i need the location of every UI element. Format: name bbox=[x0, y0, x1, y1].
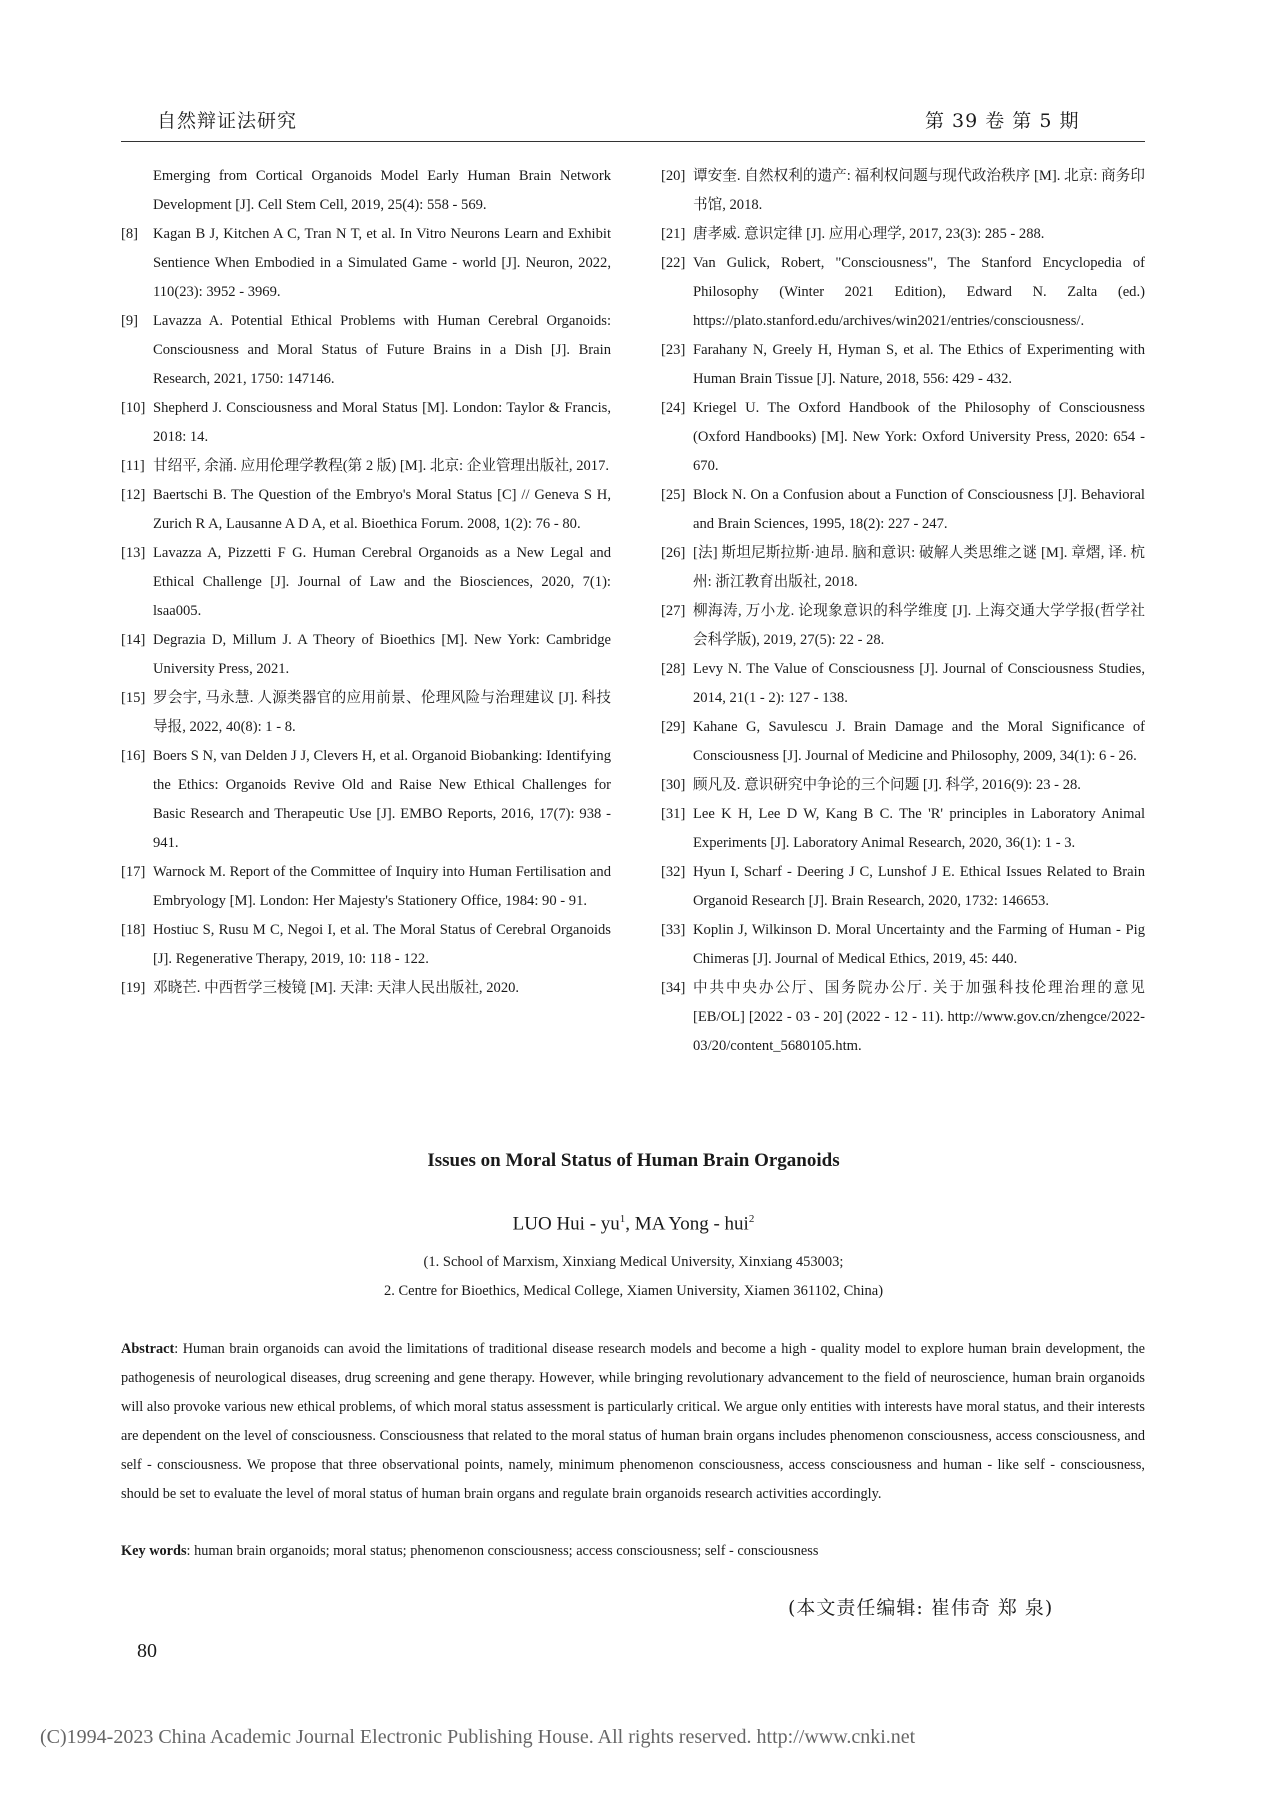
editor-note: (本文责任编辑: 崔伟奇 郑 泉) bbox=[788, 1597, 1054, 1619]
reference-text: Van Gulick, Robert, "Consciousness", The Stanford Encyclopedia of Philosophy (Winter 2021 Edition), Edward N. Zalta (ed.) https://plato.stanford.edu/archives/win2021/entries/consciousness/. bbox=[693, 255, 1145, 329]
reference-text: Emerging from Cortical Organoids Model Early Human Brain Network Development [J]. Cell Stem Cell, 2019, 25(4): 558 - 569. bbox=[153, 168, 611, 213]
author-2-affil: 2 bbox=[748, 1213, 755, 1225]
references-right-column bbox=[661, 162, 1145, 1061]
author-separator: , bbox=[625, 1213, 635, 1235]
reference-text: 罗会宇, 马永慧. 人源类器官的应用前景、伦理风险与治理建议 [J]. 科技导报, 2022, 40(8): 1 - 8. bbox=[153, 690, 611, 735]
reference-item bbox=[661, 655, 1145, 713]
reference-number: [10] bbox=[121, 400, 146, 416]
reference-number: [13] bbox=[121, 545, 146, 561]
reference-number: [33] bbox=[661, 922, 686, 938]
reference-number: [28] bbox=[661, 661, 686, 677]
abstract bbox=[121, 1335, 1145, 1509]
reference-number: [19] bbox=[121, 980, 146, 996]
header-rule bbox=[121, 141, 1145, 142]
reference-item bbox=[121, 974, 611, 1003]
reference-item bbox=[661, 771, 1145, 800]
author-2: MA Yong - hui bbox=[634, 1213, 749, 1235]
reference-text: 邓晓芒. 中西哲学三棱镜 [M]. 天津: 天津人民出版社, 2020. bbox=[153, 980, 520, 996]
reference-number: [17] bbox=[121, 864, 146, 880]
reference-item bbox=[661, 220, 1145, 249]
reference-number: [9] bbox=[121, 313, 139, 329]
reference-item bbox=[121, 858, 611, 916]
reference-number: [34] bbox=[661, 980, 686, 996]
reference-number: [12] bbox=[121, 487, 146, 503]
reference-item bbox=[661, 916, 1145, 974]
issue-label: 第 39 卷 第 5 期 bbox=[925, 110, 1080, 132]
reference-text: Lee K H, Lee D W, Kang B C. The 'R' principles in Laboratory Animal Experiments [J]. Laboratory Animal Research, 2020, 36(1): 1 - 3. bbox=[693, 806, 1145, 851]
abstract-text: : Human brain organoids can avoid the limitations of traditional disease research models and become a high - quality model to explore human brain development, the pathogenesis of neurological diseases, drug screening and gene therapy. However, while bringing revolutionary advancement to the field of neuroscience, human brain organoids will also provoke various new ethical problems, of which moral status assessment is particularly critical. We argue only entities with interests have moral status, and their interests are dependent on the level of consciousness. Consciousness that related to the moral status of human brain organs includes phenomenon consciousness, access consciousness, and self - consciousness. We propose that three observational points, namely, minimum phenomenon consciousness, access consciousness and human - like self - consciousness, should be set to evaluate the level of moral status of human brain organs and regulate brain organoids research activities accordingly. bbox=[121, 1341, 1145, 1502]
references-left-column bbox=[121, 162, 611, 1003]
reference-item bbox=[121, 220, 611, 307]
reference-text: Block N. On a Confusion about a Function of Consciousness [J]. Behavioral and Brain Sciences, 1995, 18(2): 227 - 247. bbox=[693, 487, 1145, 532]
reference-text: Shepherd J. Consciousness and Moral Status [M]. London: Taylor & Francis, 2018: 14. bbox=[153, 400, 611, 445]
affiliation-2: 2. Centre for Bioethics, Medical College, Xiamen University, Xiamen 361102, China) bbox=[383, 1283, 884, 1299]
reference-item bbox=[661, 336, 1145, 394]
reference-text: Levy N. The Value of Consciousness [J]. Journal of Consciousness Studies, 2014, 21(1 - 2): 127 - 138. bbox=[693, 661, 1145, 706]
reference-number: [21] bbox=[661, 226, 686, 242]
reference-text: Kagan B J, Kitchen A C, Tran N T, et al. In Vitro Neurons Learn and Exhibit Sentience When Embodied in a Simulated Game - world [J]. Neuron, 2022, 110(23): 3952 - 3969. bbox=[153, 226, 611, 300]
reference-item bbox=[661, 858, 1145, 916]
author-1-affil: 1 bbox=[619, 1213, 626, 1225]
reference-number: [29] bbox=[661, 719, 686, 735]
reference-text: Kriegel U. The Oxford Handbook of the Philosophy of Consciousness (Oxford Handbooks) [M]. New York: Oxford University Press, 2020: 654 - 670. bbox=[693, 400, 1145, 474]
reference-number: [14] bbox=[121, 632, 146, 648]
reference-text: Lavazza A, Pizzetti F G. Human Cerebral Organoids as a New Legal and Ethical Challenge [J]. Journal of Law and the Biosciences, 2020, 7(1): lsaa005. bbox=[153, 545, 611, 619]
journal-name: 自然辩证法研究 bbox=[157, 110, 298, 132]
reference-item bbox=[661, 249, 1145, 336]
reference-item bbox=[661, 162, 1145, 220]
reference-number: [25] bbox=[661, 487, 686, 503]
reference-number: [27] bbox=[661, 603, 686, 619]
reference-number: [16] bbox=[121, 748, 146, 764]
reference-item bbox=[121, 742, 611, 858]
reference-text: Farahany N, Greely H, Hyman S, et al. The Ethics of Experimenting with Human Brain Tissue [J]. Nature, 2018, 556: 429 - 432. bbox=[693, 342, 1145, 387]
reference-text: 甘绍平, 余涌. 应用伦理学教程(第 2 版) [M]. 北京: 企业管理出版社, 2017. bbox=[153, 458, 610, 474]
reference-number: [30] bbox=[661, 777, 686, 793]
reference-text: Warnock M. Report of the Committee of Inquiry into Human Fertilisation and Embryology [M]. London: Her Majesty's Stationery Office, 1984: 90 - 91. bbox=[153, 864, 611, 909]
reference-number: [24] bbox=[661, 400, 686, 416]
reference-text: Koplin J, Wilkinson D. Moral Uncertainty and the Farming of Human - Pig Chimeras [J]. Journal of Medical Ethics, 2019, 45: 440. bbox=[693, 922, 1145, 967]
reference-item bbox=[121, 394, 611, 452]
reference-item bbox=[121, 307, 611, 394]
page-number: 80 bbox=[137, 1640, 157, 1662]
reference-text: Boers S N, van Delden J J, Clevers H, et al. Organoid Biobanking: Identifying the Ethics: Organoids Revive Old and Raise New Ethical Challenges for Basic Research and Therapeutic Use [J]. EMBO Reports, 2016, 17(7): 938 - 941. bbox=[153, 748, 611, 851]
reference-number: [18] bbox=[121, 922, 146, 938]
reference-number: [20] bbox=[661, 168, 686, 184]
reference-item bbox=[661, 481, 1145, 539]
reference-item bbox=[121, 916, 611, 974]
reference-item bbox=[121, 684, 611, 742]
reference-number: [23] bbox=[661, 342, 686, 358]
reference-number: [11] bbox=[121, 458, 145, 474]
keywords-text: : human brain organoids; moral status; phenomenon consciousness; access consciousness; self - consciousness bbox=[186, 1543, 819, 1559]
reference-text: Kahane G, Savulescu J. Brain Damage and the Moral Significance of Consciousness [J]. Journal of Medicine and Philosophy, 2009, 34(1): 6 - 26. bbox=[693, 719, 1145, 764]
abstract-label: Abstract bbox=[121, 1341, 175, 1357]
reference-item bbox=[121, 162, 611, 220]
reference-item bbox=[121, 539, 611, 626]
reference-item bbox=[121, 452, 611, 481]
reference-item bbox=[661, 800, 1145, 858]
reference-text: 顾凡及. 意识研究中争论的三个问题 [J]. 科学, 2016(9): 23 - 28. bbox=[693, 777, 1081, 793]
reference-number: [31] bbox=[661, 806, 686, 822]
reference-item bbox=[661, 713, 1145, 771]
reference-item bbox=[661, 974, 1145, 1061]
reference-text: Lavazza A. Potential Ethical Problems with Human Cerebral Organoids: Consciousness and Moral Status of Future Brains in a Dish [J]. Brain Research, 2021, 1750: 147146. bbox=[153, 313, 611, 387]
reference-number: [32] bbox=[661, 864, 686, 880]
reference-text: [法] 斯坦尼斯拉斯·迪昂. 脑和意识: 破解人类思维之谜 [M]. 章熠, 译. 杭州: 浙江教育出版社, 2018. bbox=[693, 545, 1145, 590]
reference-text: Degrazia D, Millum J. A Theory of Bioethics [M]. New York: Cambridge University Press, 2021. bbox=[153, 632, 611, 677]
keywords-label: Key words bbox=[121, 1543, 187, 1559]
reference-item bbox=[121, 626, 611, 684]
keywords bbox=[121, 1537, 1145, 1566]
reference-item bbox=[661, 394, 1145, 481]
reference-text: 唐孝威. 意识定律 [J]. 应用心理学, 2017, 23(3): 285 - 288. bbox=[693, 226, 1045, 242]
reference-text: Hostiuc S, Rusu M C, Negoi I, et al. The Moral Status of Cerebral Organoids [J]. Regenerative Therapy, 2019, 10: 118 - 122. bbox=[153, 922, 611, 967]
reference-number: [8] bbox=[121, 226, 139, 242]
reference-item bbox=[661, 539, 1145, 597]
reference-item bbox=[121, 481, 611, 539]
reference-text: 中共中央办公厅、国务院办公厅. 关于加强科技伦理治理的意见 [EB/OL] [2022 - 03 - 20] (2022 - 12 - 11). http://www.gov.cn/zhengce/2022-03/20/content_5680105.htm. bbox=[693, 980, 1145, 1054]
reference-text: Baertschi B. The Question of the Embryo's Moral Status [C] // Geneva S H, Zurich R A, Lausanne A D A, et al. Bioethica Forum. 2008, 1(2): 76 - 80. bbox=[153, 487, 611, 532]
reference-text: 谭安奎. 自然权利的遗产: 福利权问题与现代政治秩序 [M]. 北京: 商务印书馆, 2018. bbox=[693, 168, 1145, 213]
copyright-footer: (C)1994-2023 China Academic Journal Electronic Publishing House. All rights reserved. http://www.cnki.net bbox=[40, 1726, 916, 1748]
english-title: Issues on Moral Status of Human Brain Organoids bbox=[427, 1150, 840, 1171]
author-line bbox=[0, 1213, 1267, 1235]
reference-number: [22] bbox=[661, 255, 686, 271]
author-1: LUO Hui - yu bbox=[512, 1213, 620, 1235]
reference-item bbox=[661, 597, 1145, 655]
reference-number: [26] bbox=[661, 545, 686, 561]
affiliation-1: (1. School of Marxism, Xinxiang Medical University, Xinxiang 453003; bbox=[423, 1254, 844, 1270]
reference-number: [15] bbox=[121, 690, 146, 706]
reference-text: Hyun I, Scharf - Deering J C, Lunshof J E. Ethical Issues Related to Brain Organoid Research [J]. Brain Research, 2020, 1732: 146653. bbox=[693, 864, 1145, 909]
reference-text: 柳海涛, 万小龙. 论现象意识的科学维度 [J]. 上海交通大学学报(哲学社会科学版), 2019, 27(5): 22 - 28. bbox=[693, 603, 1145, 648]
